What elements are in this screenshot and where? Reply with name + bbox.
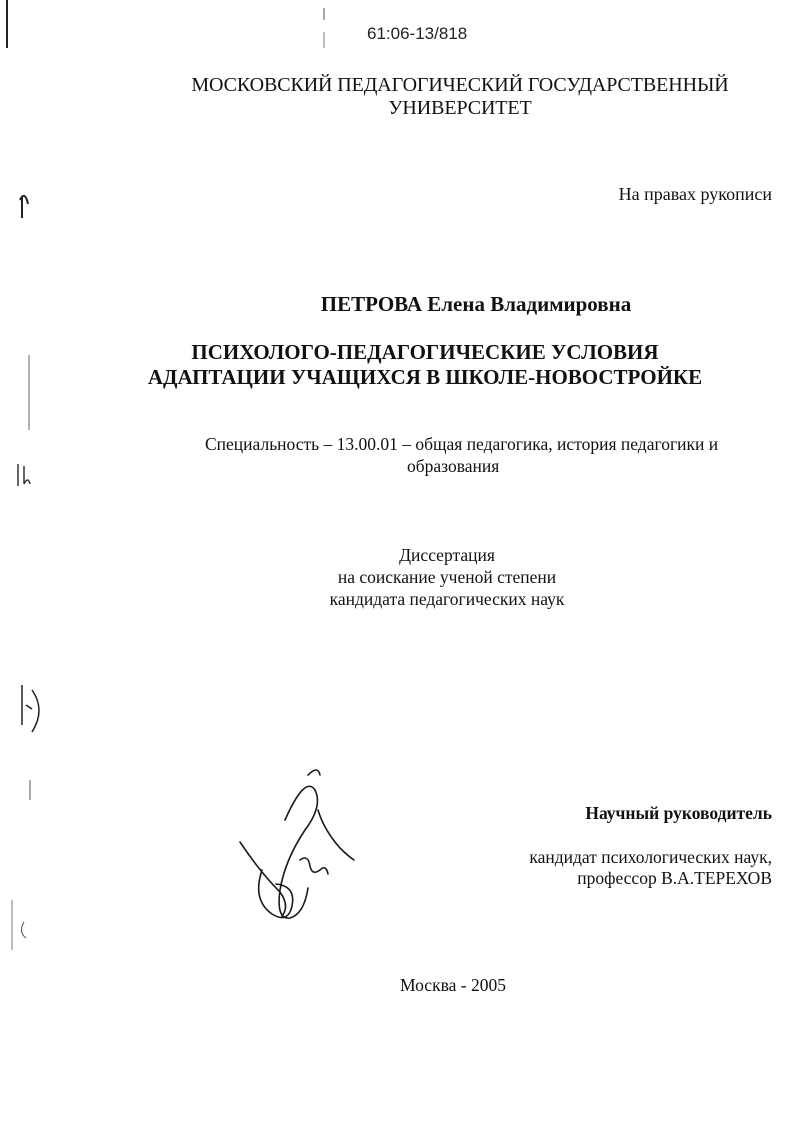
- archive-code: 61:06-13/818: [367, 24, 468, 43]
- degree-line3: кандидата педагогических наук: [329, 589, 565, 609]
- university-name-line1: МОСКОВСКИЙ ПЕДАГОГИЧЕСКИЙ ГОСУДАРСТВЕННЫЙ: [191, 74, 729, 96]
- signature: [240, 770, 354, 918]
- title-line1: ПСИХОЛОГО-ПЕДАГОГИЧЕСКИЕ УСЛОВИЯ: [191, 340, 659, 364]
- margin-mark: [18, 464, 30, 486]
- supervisor-name: профессор В.А.ТЕРЕХОВ: [577, 868, 772, 888]
- city-year: Москва - 2005: [400, 975, 506, 995]
- rights-notice: На правах рукописи: [618, 184, 772, 204]
- specialty-line1: Специальность – 13.00.01 – общая педагогика, история педагогики и: [205, 434, 719, 454]
- specialty-line2: образования: [407, 456, 500, 476]
- degree-line1: Диссертация: [399, 545, 495, 565]
- university-name-line2: УНИВЕРСИТЕТ: [388, 97, 532, 119]
- author-name: ПЕТРОВА Елена Владимировна: [320, 292, 632, 316]
- margin-mark: [22, 685, 39, 732]
- supervisor-heading: Научный руководитель: [585, 803, 772, 823]
- supervisor-degree: кандидат психологических наук,: [529, 847, 772, 867]
- degree-line2: на соискание ученой степени: [337, 567, 557, 587]
- title-line2: АДАПТАЦИИ УЧАЩИХСЯ В ШКОЛЕ-НОВОСТРОЙКЕ: [147, 365, 703, 389]
- margin-mark: [20, 196, 28, 218]
- margin-mark: [21, 922, 26, 938]
